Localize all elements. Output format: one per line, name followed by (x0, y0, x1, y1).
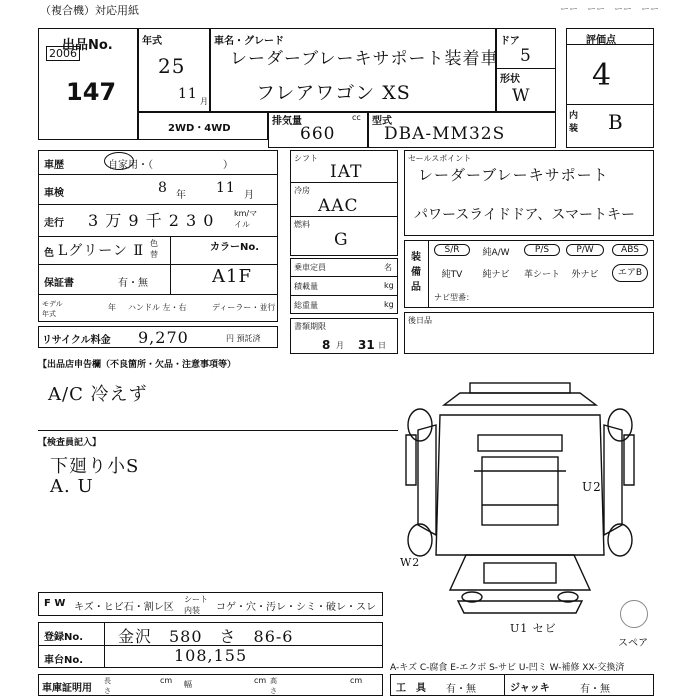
options-label-divider (428, 240, 429, 308)
row-line-4 (38, 264, 278, 265)
mileage-unit: km/マイル (234, 209, 258, 229)
option-airbag: エアB (612, 264, 648, 282)
option-leather: 革シート (523, 270, 560, 280)
doc-day: 31 (358, 338, 375, 352)
condition-fw: F W (44, 598, 66, 609)
color-code-label: カラーNo. (210, 242, 260, 253)
row-line-2 (38, 204, 278, 205)
history-circle (104, 152, 134, 170)
header-form-title: （複合機）対応用紙 (40, 4, 139, 17)
cert-length: 長さ (104, 677, 111, 695)
retrofit-box (404, 312, 654, 354)
legend-text: A-キズ C-腐食 E-エクボ S-サビ U-凹ミ W-補修 XX-交換済 (390, 663, 625, 673)
mileage-label: 走行 (44, 218, 64, 229)
inspection-month-unit: 月 (244, 190, 254, 201)
inspector-line2: A. U (50, 476, 94, 497)
color-divider (170, 236, 171, 294)
sales-points-line1: レーダーブレーキサポート (418, 166, 609, 184)
capacity-label: 乗車定員 (294, 263, 326, 272)
model-line2: フレアワゴン XS (256, 82, 411, 104)
color-repaint: 色替 (150, 239, 158, 259)
model-year-unit: 年 (108, 303, 116, 312)
model-line1: レーダーブレーキサポート装着車 (230, 49, 499, 69)
lot-number: 147 (66, 78, 117, 106)
color-code: A1F (212, 266, 252, 287)
score-value: 4 (592, 58, 613, 93)
warranty-options: 有・無 (118, 278, 148, 289)
score-label: 評価点 (586, 35, 616, 46)
options-label: 装備品 (411, 252, 421, 293)
model-code-label: 型式 (372, 116, 392, 127)
option-sr: S/R (434, 244, 470, 256)
cert-cm1: cm (160, 676, 173, 685)
note-u2: U2 (582, 480, 602, 494)
shift-value: IAT (330, 162, 363, 182)
row-line-1 (38, 174, 278, 175)
ac-value: AAC (318, 196, 359, 216)
load-label: 積載量 (294, 282, 318, 291)
recycle-value: 9,270 (138, 328, 189, 347)
option-ps: P/S (524, 244, 560, 256)
door-shape-divider (496, 68, 556, 69)
cap-line-2 (290, 295, 398, 296)
mileage-value: 3 万 9 千 2 3 0 (88, 211, 215, 230)
registration-label: 登録No. (44, 632, 84, 643)
jack-label: ジャッキ (510, 683, 550, 694)
doc-day-unit: 日 (378, 341, 386, 350)
spare-label: スペア (618, 638, 648, 649)
cert-cm2: cm (254, 676, 267, 685)
inspection-year: 8 (158, 180, 168, 196)
option-ext-navi: 外ナビ (571, 270, 599, 280)
declaration-label: 【出品店申告欄（不良箇所・欠品・注意事項等） (38, 360, 237, 370)
declaration-text: A/C 冷えず (48, 384, 148, 405)
inspector-line1: 下廻り小S (50, 456, 140, 477)
weight-unit: kg (384, 300, 394, 309)
color-label: 色 (44, 248, 54, 259)
fuel-label: 燃料 (294, 220, 310, 229)
chassis-value: 108,155 (174, 646, 248, 665)
jack-options: 有・無 (580, 684, 610, 695)
inspection-month: 11 (216, 180, 236, 196)
shift-label: シフト (294, 154, 318, 163)
displacement-unit: cc (352, 113, 361, 122)
interior-value: B (608, 110, 624, 134)
capacity-unit: 名 (384, 263, 392, 272)
eq-line-1 (290, 182, 398, 183)
displacement-label: 排気量 (272, 116, 302, 127)
model-year-label: モデル年式 (42, 300, 63, 318)
header-right-partial: ーー ーー ーー ーー (560, 5, 660, 15)
navi-model-label: ナビ型番： (434, 293, 474, 302)
doc-deadline-label: 書類期限 (294, 322, 326, 331)
inspector-label: 【検査員記入】 (38, 438, 102, 448)
registration-value: 金沢 580 さ 86-6 (118, 627, 294, 646)
row-line-3 (38, 236, 278, 237)
doc-month-unit: 月 (336, 341, 344, 350)
color-value: Lグリーン Ⅱ (58, 243, 144, 259)
note-w2: W2 (400, 556, 421, 569)
interior-line (566, 104, 654, 105)
condition-items2: コゲ・穴・汚レ・シミ・破レ・スレ (216, 602, 376, 613)
registration-label-divider (104, 622, 105, 668)
option-pw: P/W (566, 244, 604, 256)
condition-seat: シート内装 (184, 595, 208, 615)
interior-label: 内装 (569, 111, 579, 134)
spare-tire-icon (620, 600, 648, 628)
chassis-label: 車台No. (44, 655, 84, 666)
note-bottom: U1 セビ (510, 622, 557, 635)
car-diagram (400, 375, 640, 620)
row-line-5 (38, 294, 278, 295)
cert-width: 幅 (184, 680, 192, 689)
cert-label: 車庫証明用 (42, 683, 92, 694)
history-label: 車歴 (44, 160, 64, 171)
handle-options: ハンドル 左・右 (128, 303, 187, 312)
drive-label: 2WD・4WD (168, 123, 231, 134)
cap-line-1 (290, 276, 398, 277)
doors-label: ドア (500, 36, 520, 47)
recycle-label: リサイクル料金 (42, 335, 111, 346)
tools-label: 工 具 (396, 683, 426, 694)
year-value: 25 (158, 54, 186, 78)
year-month: 11 (178, 86, 198, 102)
lot-stamp: 2006 (46, 46, 80, 61)
model-label: 車名・グレード (214, 36, 284, 47)
doors-value: 5 (520, 46, 532, 66)
option-abs: ABS (612, 244, 648, 256)
option-tv: 純TV (441, 270, 463, 280)
inspection-year-unit: 年 (176, 190, 186, 201)
tools-options: 有・無 (446, 684, 476, 695)
option-aw: 純A/W (482, 248, 510, 258)
eq-line-2 (290, 216, 398, 217)
option-navi: 純ナビ (482, 270, 510, 280)
sales-points-line2: パワースライドドア、スマートキー (414, 207, 636, 223)
warranty-label: 保証書 (44, 278, 74, 289)
year-month-unit: 月 (200, 97, 208, 106)
weight-label: 総重量 (294, 301, 318, 310)
shape-value: W (512, 86, 531, 106)
lot-label: 出品No. (62, 38, 113, 53)
sales-points-label: セールスポイント (408, 154, 472, 163)
condition-items1: キズ・ヒビ石・割レ区 (74, 602, 174, 613)
declaration-bottom-line (38, 430, 398, 431)
ac-label: 冷房 (294, 186, 310, 195)
fuel-value: G (334, 230, 349, 250)
doc-month: 8 (322, 338, 331, 352)
shape-label: 形状 (500, 74, 520, 85)
displacement-value: 660 (300, 124, 336, 144)
load-unit: kg (384, 281, 394, 290)
history-options: 自家用・（ ） (108, 160, 233, 171)
dealer-options: ディーラー・並行 (212, 303, 276, 312)
year-label: 年式 (142, 36, 162, 47)
cert-height: 高さ (270, 677, 277, 695)
model-code-value: DBA-MM32S (384, 124, 506, 144)
retrofit-label: 後日品 (408, 316, 432, 325)
cert-cm3: cm (350, 676, 363, 685)
inspection-label: 車検 (44, 188, 64, 199)
recycle-unit: 円 預託済 (226, 334, 261, 343)
tools-divider (504, 674, 505, 696)
